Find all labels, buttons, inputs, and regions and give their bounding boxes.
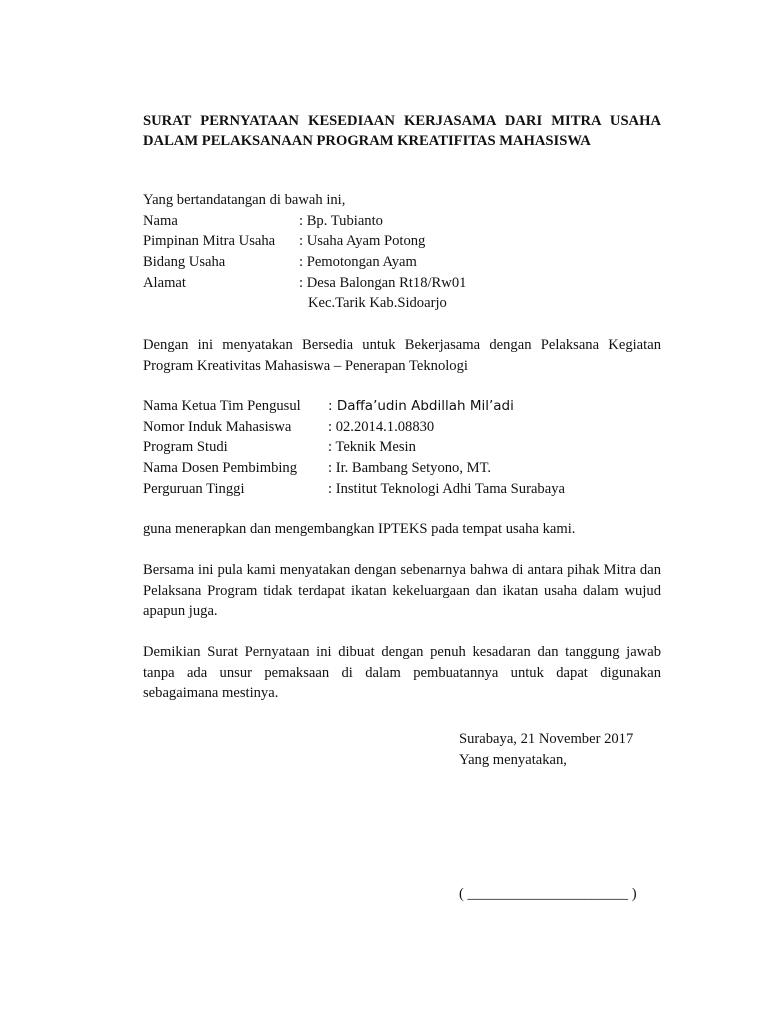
partner-leader-row [143,231,661,252]
field-value: : 02.2014.1.08830 [328,418,435,435]
purpose-paragraph: guna menerapkan dan mengembangkan IPTEKS pada tempat usaha kami. [143,521,576,537]
place-date: Surabaya, 21 November 2017 [459,731,634,747]
field-label: Nama Ketua Tim Pengusul [143,398,301,414]
field-value: : Ir. Bambang Setyono, MT. [328,460,492,477]
field-value: Kec.Tarik Kab.Sidoarjo [308,295,447,312]
supervisor-row [143,458,661,479]
partner-section [143,190,661,314]
field-label: Alamat [143,274,186,291]
field-value: : Usaha Ayam Potong [299,233,426,250]
statement-paragraph: Dengan ini menyatakan Bersedia untuk Bekerjasama dengan Pelaksana Kegiatan Program Kreativitas Mahasiswa – Penerapan Teknologi [143,337,661,374]
field-label: Nomor Induk Mahasiswa [143,418,292,435]
field-value: : Pemotongan Ayam [299,254,417,271]
study-program-row [143,437,661,458]
title-line-1: SURAT PERNYATAAN KESEDIAAN KERJASAMA DARI MITRA USAHA [143,113,661,129]
declaration-paragraph: Bersama ini pula kami menyatakan dengan sebenarnya bahwa di antara pihak Mitra dan Pelaksana Program tidak terdapat ikatan kekeluargaan dan ikatan usaha dalam wujud apapun juga. [143,562,661,620]
intro-text: Yang bertandatangan di bawah ini, [143,192,346,208]
field-value: : Desa Balongan Rt18/Rw01 [299,274,467,291]
field-label: Nama [143,212,178,229]
field-label: Perguruan Tinggi [143,480,245,497]
title-line-2: DALAM PELAKSANAAN PROGRAM KREATIFITAS MAHASISWA [143,133,591,149]
field-label: Pimpinan Mitra Usaha [143,233,276,250]
team-section [143,396,661,499]
university-row [143,479,661,500]
signer-label: Yang menyatakan, [459,752,567,768]
field-label: Nama Dosen Pembimbing [143,460,298,477]
partner-address-row [143,273,661,294]
document-title [143,111,661,151]
field-label: Program Studi [143,439,228,456]
signature-line: ( ______________________ ) [459,886,637,902]
partner-name-row [143,211,661,232]
field-value: : Institut Teknologi Adhi Tama Surabaya [328,480,565,497]
field-label: Bidang Usaha [143,254,226,271]
partner-field-row [143,252,661,273]
field-value: : Bp. Tubianto [299,212,383,229]
student-id-row [143,417,661,438]
field-value: : Teknik Mesin [328,439,416,456]
closing-paragraph: Demikian Surat Pernyataan ini dibuat dengan penuh kesadaran dan tanggung jawab tanpa ada unsur pemaksaan di dalam pembuatannya untuk dapat digunakan sebagaimana mestinya. [143,644,661,702]
partner-address-row-2 [143,293,661,314]
field-value-handwritten: : Daffa’udin Abdillah Mil’adi [328,398,514,414]
team-leader-row [143,396,661,417]
